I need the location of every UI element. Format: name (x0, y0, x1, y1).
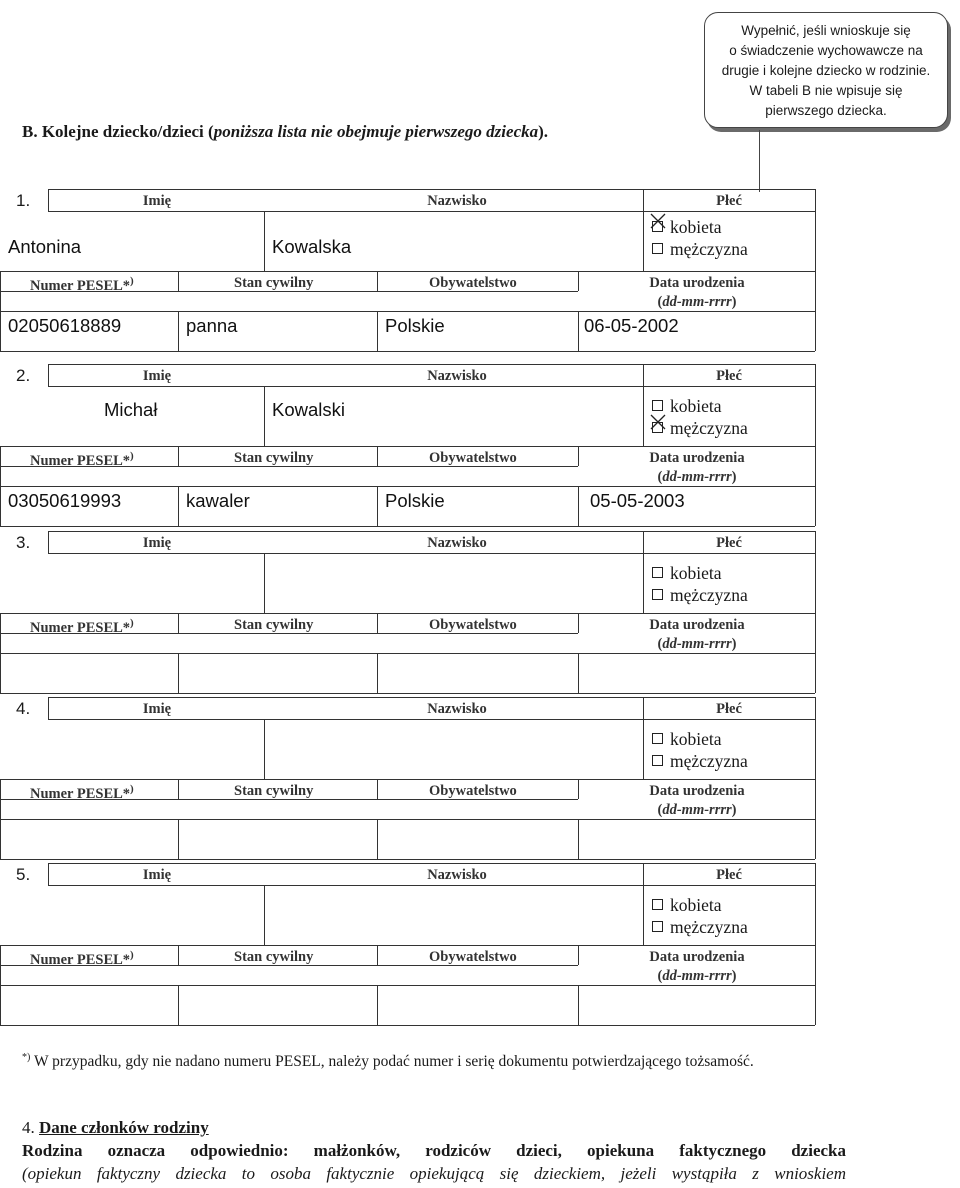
label-pesel (30, 450, 134, 470)
sex-option-female[interactable] (652, 894, 722, 916)
label-data-urodzenia: Data urodzenia (dd-mm-rrrr) (649, 275, 745, 310)
right-border (815, 863, 816, 1025)
birth-date-value[interactable]: 05-05-2003 (590, 490, 685, 511)
sex-option-male[interactable] (652, 750, 748, 772)
obyw-divider (578, 985, 579, 1025)
section-4-heading: Dane członków rodziny (39, 1118, 209, 1137)
name-divider (264, 386, 265, 446)
label-stan-cywilny: Stan cywilny (234, 949, 314, 965)
stan-divider (377, 985, 378, 1025)
checkbox-female[interactable] (652, 567, 663, 578)
checkbox-female[interactable] (652, 733, 663, 744)
label-stan-cywilny: Stan cywilny (234, 617, 314, 633)
child-record-5 (0, 863, 815, 1025)
footnote-text: W przypadku, gdy nie nadano numeru PESEL, należy podać numer i serię dokumentu potwierdzającego tożsamość. (30, 1053, 754, 1071)
name-divider (264, 719, 265, 779)
label-pesel-text: Numer PESEL* (30, 619, 131, 636)
stan-divider-top (377, 779, 378, 799)
label-obywatelstwo: Obywatelstwo (429, 783, 517, 799)
number-divider (48, 189, 49, 211)
section-b-title-italic: poniższa lista nie obejmuje pierwszego dziecka (213, 122, 539, 141)
label-mezczyzna: mężczyzna (670, 917, 748, 937)
sex-option-male[interactable] (652, 238, 748, 260)
pesel-divider-top (178, 779, 179, 799)
note-line: W tabeli B nie wpisuje się (749, 83, 903, 98)
child-number: 2. (16, 366, 31, 385)
note-line: drugie i kolejne dziecko w rodzinie. (721, 63, 931, 78)
row-top-border (48, 189, 815, 190)
stan-divider-top (377, 271, 378, 291)
label-imie: Imię (142, 867, 172, 883)
obyw-divider (578, 819, 579, 859)
stan-divider (377, 486, 378, 526)
label-data-urodzenia: Data urodzenia (dd-mm-rrrr) (649, 617, 745, 652)
label-obywatelstwo: Obywatelstwo (429, 949, 517, 965)
checkbox-female[interactable] (652, 899, 663, 910)
right-border (815, 364, 816, 526)
checkbox-male[interactable] (652, 589, 663, 600)
label-stan-cywilny: Stan cywilny (234, 783, 314, 799)
label-data-text: Data urodzenia (649, 450, 745, 466)
label-pesel-mark: ) (130, 450, 134, 462)
child-number: 4. (16, 699, 31, 718)
section-b-title-end: ). (538, 122, 549, 141)
label-plec: Płeć (716, 193, 742, 209)
label-nazwisko: Nazwisko (427, 368, 487, 384)
footnote (22, 1052, 754, 1071)
label-nazwisko: Nazwisko (427, 535, 487, 551)
sex-option-male[interactable] (652, 916, 748, 938)
right-border (815, 531, 816, 693)
label-plec: Płeć (716, 701, 742, 717)
sex-divider (643, 697, 644, 779)
second-row-border (0, 779, 815, 780)
header-bottom-border (48, 386, 815, 387)
obyw-divider (578, 486, 579, 526)
note-line: Wypełnić, jeśli wnioskuje się (741, 23, 911, 38)
sex-option-male[interactable] (652, 417, 748, 439)
pesel-divider (178, 653, 179, 693)
sex-divider (643, 531, 644, 613)
label-imie: Imię (142, 193, 172, 209)
label-kobieta: kobieta (670, 217, 722, 237)
stan-divider-top (377, 446, 378, 466)
label-data-text: Data urodzenia (649, 275, 745, 291)
pesel-value[interactable]: 03050619993 (8, 490, 122, 511)
label-kobieta: kobieta (670, 396, 722, 416)
number-divider (48, 697, 49, 719)
name-divider (264, 553, 265, 613)
label-pesel-mark: ) (130, 617, 134, 629)
label-pesel-text: Numer PESEL* (30, 951, 131, 968)
label-imie: Imię (142, 368, 172, 384)
row-top-border (48, 863, 815, 864)
label-plec: Płeć (716, 867, 742, 883)
label-mezczyzna: mężczyzna (670, 751, 748, 771)
header-bottom-border (48, 719, 815, 720)
first-name-value[interactable]: Michał (104, 399, 158, 420)
pesel-divider-top (178, 613, 179, 633)
label-pesel (30, 617, 134, 637)
row-top-border (48, 364, 815, 365)
date-format-hint: dd-mm-rrrr (662, 968, 732, 984)
sex-divider (643, 364, 644, 446)
pesel-divider-top (178, 271, 179, 291)
number-divider (48, 863, 49, 885)
stan-divider-top (377, 613, 378, 633)
label-pesel-text: Numer PESEL* (30, 277, 131, 294)
last-name-value[interactable]: Kowalska (272, 236, 352, 257)
label-pesel-mark: ) (130, 783, 134, 795)
pesel-divider (178, 486, 179, 526)
pesel-divider (178, 819, 179, 859)
label-nazwisko: Nazwisko (427, 193, 487, 209)
date-format-hint: dd-mm-rrrr (662, 294, 732, 310)
name-divider (264, 885, 265, 945)
label-imie: Imię (142, 701, 172, 717)
note-line: pierwszego dziecka. (765, 103, 887, 118)
label-data-urodzenia: Data urodzenia (dd-mm-rrrr) (649, 949, 745, 984)
label-obywatelstwo: Obywatelstwo (429, 617, 517, 633)
label-pesel (30, 783, 134, 803)
stan-divider-top (377, 945, 378, 965)
label-data-urodzenia: Data urodzenia (dd-mm-rrrr) (649, 783, 745, 818)
first-name-value[interactable]: Antonina (8, 236, 82, 257)
section-4-explanation: (opiekun faktyczny dziecka to osoba faktycznie opiekującą się dzieckiem, jeżeli wystąpiła z wnioskiem (22, 1164, 846, 1183)
section-b-title-text: B. Kolejne dziecko/dzieci ( (22, 122, 214, 141)
marital-status-value[interactable]: kawaler (186, 490, 250, 511)
sex-option-female[interactable] (652, 562, 722, 584)
block-bottom-border (0, 1025, 815, 1026)
sex-divider (643, 863, 644, 945)
name-divider (264, 211, 265, 271)
checkbox-male[interactable] (652, 755, 663, 766)
label-pesel-mark: ) (130, 275, 134, 287)
marital-status-value[interactable]: panna (186, 315, 238, 336)
date-format-hint: dd-mm-rrrr (662, 636, 732, 652)
block-bottom-border (0, 859, 815, 860)
header-bottom-border (48, 553, 815, 554)
label-obywatelstwo: Obywatelstwo (429, 275, 517, 291)
sex-option-female[interactable] (652, 728, 722, 750)
label-pesel-text: Numer PESEL* (30, 452, 131, 469)
block-bottom-border (0, 351, 815, 352)
note-line: o świadczenie wychowawcze na (729, 43, 923, 58)
child-record-3 (0, 531, 815, 693)
obyw-divider-top (578, 446, 579, 466)
pesel-divider (178, 985, 179, 1025)
second-row-border (0, 945, 815, 946)
row-top-border (48, 697, 815, 698)
pesel-divider (178, 311, 179, 351)
checkbox-female[interactable] (652, 400, 663, 411)
header-bottom-border (48, 885, 815, 886)
section-4-number: 4. (22, 1118, 39, 1137)
second-row-border (0, 613, 815, 614)
date-format-hint: dd-mm-rrrr (662, 469, 732, 485)
label-plec: Płeć (716, 535, 742, 551)
label-data-text: Data urodzenia (649, 617, 745, 633)
stan-divider (377, 311, 378, 351)
section-4-title (22, 1118, 209, 1138)
instruction-note (704, 12, 948, 128)
pesel-value[interactable]: 02050618889 (8, 315, 122, 336)
second-row-border (0, 271, 815, 272)
date-format-hint: dd-mm-rrrr (662, 802, 732, 818)
obyw-divider (578, 653, 579, 693)
label-kobieta: kobieta (670, 729, 722, 749)
obyw-divider-top (578, 945, 579, 965)
sex-divider (643, 189, 644, 271)
citizenship-value[interactable]: Polskie (385, 490, 445, 511)
label-kobieta: kobieta (670, 895, 722, 915)
right-border (815, 189, 816, 351)
obyw-divider-top (578, 613, 579, 633)
sex-option-female[interactable] (652, 216, 722, 238)
label-data-text: Data urodzenia (649, 949, 745, 965)
label-stan-cywilny: Stan cywilny (234, 450, 314, 466)
number-divider (48, 364, 49, 386)
label-imie: Imię (142, 535, 172, 551)
label-pesel-mark: ) (130, 949, 134, 961)
label-pesel (30, 275, 134, 295)
sex-option-male[interactable] (652, 584, 748, 606)
child-record-4 (0, 697, 815, 859)
header-bottom-border (48, 211, 815, 212)
checkbox-male[interactable] (652, 243, 663, 254)
second-row-border (0, 446, 815, 447)
right-border (815, 697, 816, 859)
label-kobieta: kobieta (670, 563, 722, 583)
last-name-value[interactable]: Kowalski (272, 399, 345, 420)
child-record-2 (0, 364, 815, 526)
label-mezczyzna: mężczyzna (670, 585, 748, 605)
stan-divider (377, 653, 378, 693)
label-stan-cywilny: Stan cywilny (234, 275, 314, 291)
child-number: 3. (16, 533, 31, 552)
child-number: 5. (16, 865, 31, 884)
pesel-divider-top (178, 446, 179, 466)
block-bottom-border (0, 693, 815, 694)
label-data-text: Data urodzenia (649, 783, 745, 799)
number-divider (48, 531, 49, 553)
label-mezczyzna: mężczyzna (670, 418, 748, 438)
label-nazwisko: Nazwisko (427, 867, 487, 883)
stan-divider (377, 819, 378, 859)
label-data-urodzenia: Data urodzenia (dd-mm-rrrr) (649, 450, 745, 485)
checkbox-male[interactable] (652, 921, 663, 932)
pesel-divider-top (178, 945, 179, 965)
label-mezczyzna: mężczyzna (670, 239, 748, 259)
obyw-divider-top (578, 271, 579, 291)
note-connector-line (759, 130, 760, 192)
checkbox-female[interactable] (652, 221, 663, 232)
child-number: 1. (16, 191, 31, 210)
section-4-definition: Rodzina oznacza odpowiednio: małżonków, rodziców dzieci, opiekuna faktycznego dziecka (22, 1141, 846, 1160)
label-nazwisko: Nazwisko (427, 701, 487, 717)
label-obywatelstwo: Obywatelstwo (429, 450, 517, 466)
child-record-1 (0, 189, 815, 351)
label-pesel-text: Numer PESEL* (30, 785, 131, 802)
birth-date-value[interactable]: 06-05-2002 (584, 315, 679, 336)
section-b-title (22, 122, 548, 142)
obyw-divider-top (578, 779, 579, 799)
label-pesel (30, 949, 134, 969)
block-bottom-border (0, 526, 815, 527)
checkbox-male[interactable] (652, 422, 663, 433)
citizenship-value[interactable]: Polskie (385, 315, 445, 336)
label-plec: Płeć (716, 368, 742, 384)
obyw-divider (578, 311, 579, 351)
footnote-mark: *) (22, 1052, 31, 1063)
row-top-border (48, 531, 815, 532)
